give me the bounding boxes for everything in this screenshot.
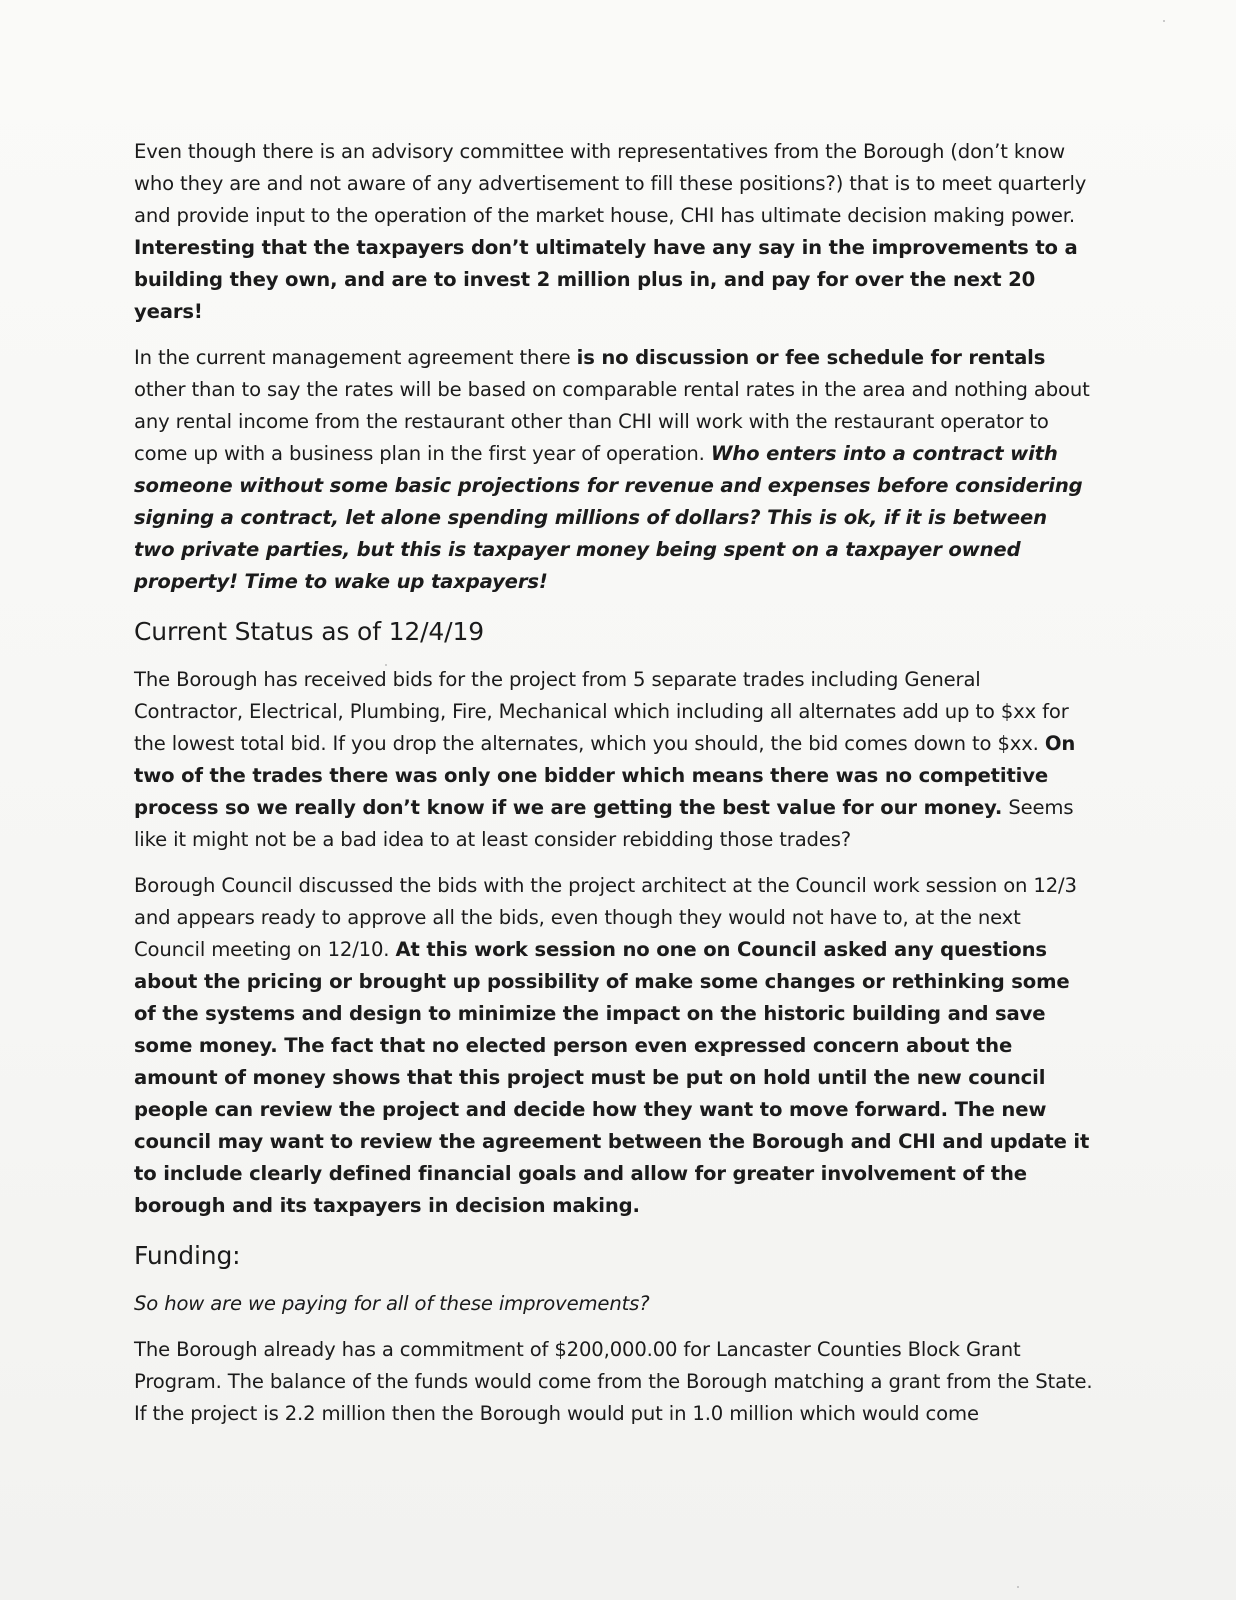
bold-run: Interesting that the taxpayers don’t ultimately have any say in the improvements to a building they own, and are to invest 2 million plus in, and pay for over the next 20 years! <box>134 236 1078 323</box>
bold-run: At this work session no one on Council asked any questions about the pricing or brought up possibility of make some changes or rethinking some of the systems and design to minimize the impact on the historic building and save some money. The fact that no elected person even expressed concern about the amount of money shows that this project must be put on hold until the new council people can review the project and decide how they want to move forward. The new council may want to review the agreement between the Borough and CHI and update it to include clearly defined financial goals and allow for greater involvement of the borough and its taxpayers in decision making. <box>134 938 1090 1217</box>
text-run: In the current management agreement there <box>134 346 577 369</box>
paragraph-advisory-committee <box>134 136 1094 328</box>
text-run: The Borough has received bids for the project from 5 separate trades including General Contractor, Electrical, Plumbing, Fire, Mechanical which including all alternates add up to $xx for the lowest total bid. If you drop the alternates, which you should, the bid comes down to $xx. <box>134 668 1069 755</box>
paragraph-funding-details: The Borough already has a commitment of $200,000.00 for Lancaster Counties Block Grant Program. The balance of the funds would come from the Borough matching a grant from the State. If the project is 2.2 million then the Borough would put in 1.0 million which would come <box>134 1338 1093 1425</box>
bold-run: On two of the trades there was only one bidder which means there was no competitive process so we really don’t know if we are getting the best value for our money. <box>134 732 1076 819</box>
text-run: Seems like it might not be a bad idea to at least consider rebidding those trades? <box>134 796 1074 851</box>
heading-funding: Funding: <box>134 1241 241 1270</box>
paragraph-council-work-session <box>134 870 1094 1222</box>
heading-current-status: Current Status as of 12/4/19 <box>134 617 484 646</box>
text-run: Even though there is an advisory committee with representatives from the Borough (don’t know who they are and not aware of any advertisement to fill these positions?) that is to meet quarterly and provide input to the operation of the market house, CHI has ultimate decision making power. <box>134 140 1087 227</box>
text-run: other than to say the rates will be based on comparable rental rates in the area and nothing about any rental income from the restaurant other than CHI will work with the restaurant operator to come up with a business plan in the first year of operation. <box>134 378 1090 465</box>
text-run: Borough Council discussed the bids with the project architect at the Council work session on 12/3 and appears ready to approve all the bids, even though they would not have to, at the next Council meeting on 12/10. <box>134 874 1077 961</box>
paragraph-management-agreement <box>134 342 1094 598</box>
document-body <box>134 136 1094 1444</box>
paragraph-bids <box>134 664 1094 856</box>
bold-run: is no discussion or fee schedule for rentals <box>576 346 1046 369</box>
scan-speck <box>1017 1586 1019 1588</box>
paragraph-funding-question: So how are we paying for all of these improvements? <box>134 1292 650 1315</box>
bold-italic-run: Who enters into a contract with someone without some basic projections for revenue and expenses before considering signing a contract, let alone spending millions of dollars? This is ok, if it is between two private parties, but this is taxpayer money being spent on a taxpayer owned property! Time to wake up taxpayers! <box>134 442 1083 593</box>
scan-speck <box>1163 20 1165 22</box>
